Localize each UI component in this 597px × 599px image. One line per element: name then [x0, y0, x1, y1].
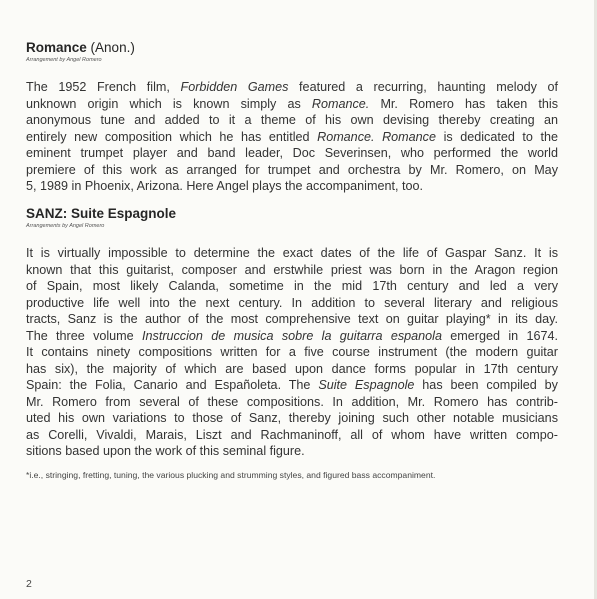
page-number: 2	[26, 578, 32, 590]
paragraph-line: eminent trumpet player and band leader, Doc Severinsen, who performed the world	[26, 146, 558, 160]
romance-title: Romance	[26, 40, 87, 55]
romance-credit: Arrangement by Angel Romero	[26, 57, 102, 63]
footnote: *i.e., stringing, fretting, tuning, the various plucking and strumming styles, and figured bass accompaniment.	[26, 470, 436, 480]
sanz-title: SANZ: Suite Espagnole	[26, 206, 177, 221]
paragraph-line: unknown origin which is known simply as Romance. Mr. Romero has taken this	[26, 96, 558, 111]
paragraph-line: Mr. Romero from several of these compositions. In addition, Mr. Romero has contrib-	[26, 394, 558, 409]
paragraph-line: known that this guitarist, composer and erstwhile priest was born in the Aragon region	[26, 262, 558, 277]
sanz-paragraph	[26, 245, 558, 460]
paragraph-line: premiere of this work as arranged for trumpet and orchestra by Mr. Romero, on May	[26, 162, 558, 177]
paragraph-line: sitions based upon the work of this seminal figure.	[26, 444, 305, 458]
paragraph-line: It is virtually impossible to determine the exact dates of the life of Gaspar Sanz. It is	[26, 246, 558, 260]
paragraph-line: as Corelli, Vivaldi, Marais, Liszt and Rachmaninoff, all of whom have written compo-	[26, 427, 558, 442]
paragraph-line: anonymous tune and added to it a theme of his own devising thereby creating an	[26, 113, 558, 127]
paragraph-line: The 1952 French film, Forbidden Games featured a recurring, haunting melody of	[26, 80, 559, 94]
sanz-heading	[26, 206, 176, 222]
paragraph-line: uted his own variations to those of Sanz, thereby joining such other notable musicians	[26, 411, 558, 425]
romance-heading	[26, 40, 135, 56]
paragraph-line: of Spain, most likely Calanda, sometime in the mid 17th century and led a very	[26, 279, 558, 293]
paragraph-line: It contains ninety compositions written for a five course instrument (the modern guitar	[26, 345, 558, 359]
paragraph-line: productive life well into the next century. In addition to several literary and religious	[26, 295, 558, 310]
paragraph-line: has six), the majority of which are based upon dance forms popular in 17th century	[26, 361, 558, 376]
romance-author: (Anon.)	[90, 40, 135, 55]
paragraph-line: Spain: the Folia, Canario and Españoleta. The Suite Espagnole has been compiled by	[26, 378, 558, 392]
paragraph-line: tracts, Sanz is the author of the most comprehensive text on guitar playing* in its day.	[26, 312, 558, 326]
paragraph-line: entirely new composition which he has entitled Romance. Romance is dedicated to the	[26, 129, 559, 144]
booklet-page	[26, 0, 564, 599]
sanz-credit: Arrangements by Angel Romero	[26, 223, 105, 229]
paragraph-line: 5, 1989 in Phoenix, Arizona. Here Angel plays the accompaniment, too.	[26, 179, 423, 193]
paragraph-line: The three volume Instruccion de musica sobre la guitarra espanola emerged in 1674.	[26, 328, 558, 343]
romance-paragraph	[26, 79, 558, 195]
